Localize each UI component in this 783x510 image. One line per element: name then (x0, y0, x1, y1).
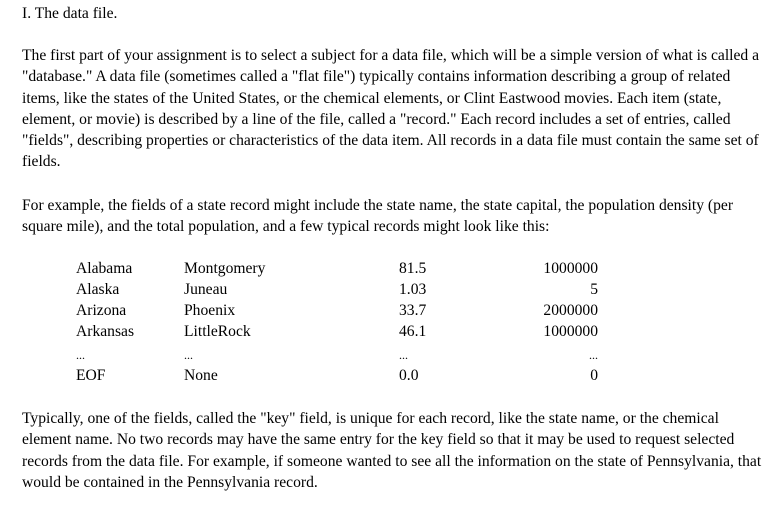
state-cell: Alabama (76, 260, 133, 277)
capital-cell: Juneau (184, 281, 228, 298)
density-cell: ... (399, 348, 408, 362)
density-cell: 46.1 (399, 323, 427, 340)
capital-cell: ... (184, 348, 193, 362)
table-row (22, 258, 772, 279)
density-cell: 33.7 (399, 302, 427, 319)
capital-cell: Phoenix (184, 302, 236, 319)
density-cell: 81.5 (399, 260, 427, 277)
population-cell: ... (589, 348, 598, 362)
state-cell: Arkansas (76, 323, 135, 340)
population-cell: 5 (590, 281, 598, 298)
key-paragraph: Typically, one of the fields, called the "key" field, is unique for each record, like the state name, or the chemical element name. No two records may have the same entry for the key field so that it may be used to request selected records from the data file. For example, if someone wanted to see all the information on the state of Pennsylvania, that would be contained in the Pennsylvania record. (22, 410, 762, 491)
population-cell: 1000000 (543, 260, 598, 277)
section-heading: I. The data file. (22, 5, 118, 22)
state-cell: Arizona (76, 302, 127, 319)
capital-cell: Montgomery (184, 260, 266, 277)
state-cell: Alaska (76, 281, 120, 298)
population-cell: 2000000 (543, 302, 598, 319)
population-cell: 1000000 (543, 323, 598, 340)
density-cell: 1.03 (399, 281, 427, 298)
state-cell: EOF (76, 367, 106, 384)
intro-paragraph: The first part of your assignment is to select a subject for a data file, which will be a simple version of what is called a "database." A data file (sometimes called a "flat file") typically contains information describing a group of related items, like the states of the United States, or the chemical elements, or Clint Eastwood movies. Each item (state, element, or movie) is described by a line of the file, called a "record." Each record includes a set of entries, called "fields", describing properties or characteristics of the data item. All records in a data file must contain the same set of fields. (22, 47, 760, 171)
density-cell: 0.0 (399, 367, 419, 384)
capital-cell: None (184, 367, 218, 384)
table-row (22, 279, 772, 300)
table-row (22, 365, 772, 386)
table-row (22, 300, 772, 321)
example-paragraph: For example, the fields of a state record might include the state name, the state capital, the population density (per square mile), and the total population, and a few typical records might look like this: (22, 197, 734, 236)
capital-cell: LittleRock (184, 323, 251, 340)
population-cell: 0 (590, 367, 598, 384)
state-cell: ... (76, 348, 85, 362)
table-row (22, 321, 772, 342)
